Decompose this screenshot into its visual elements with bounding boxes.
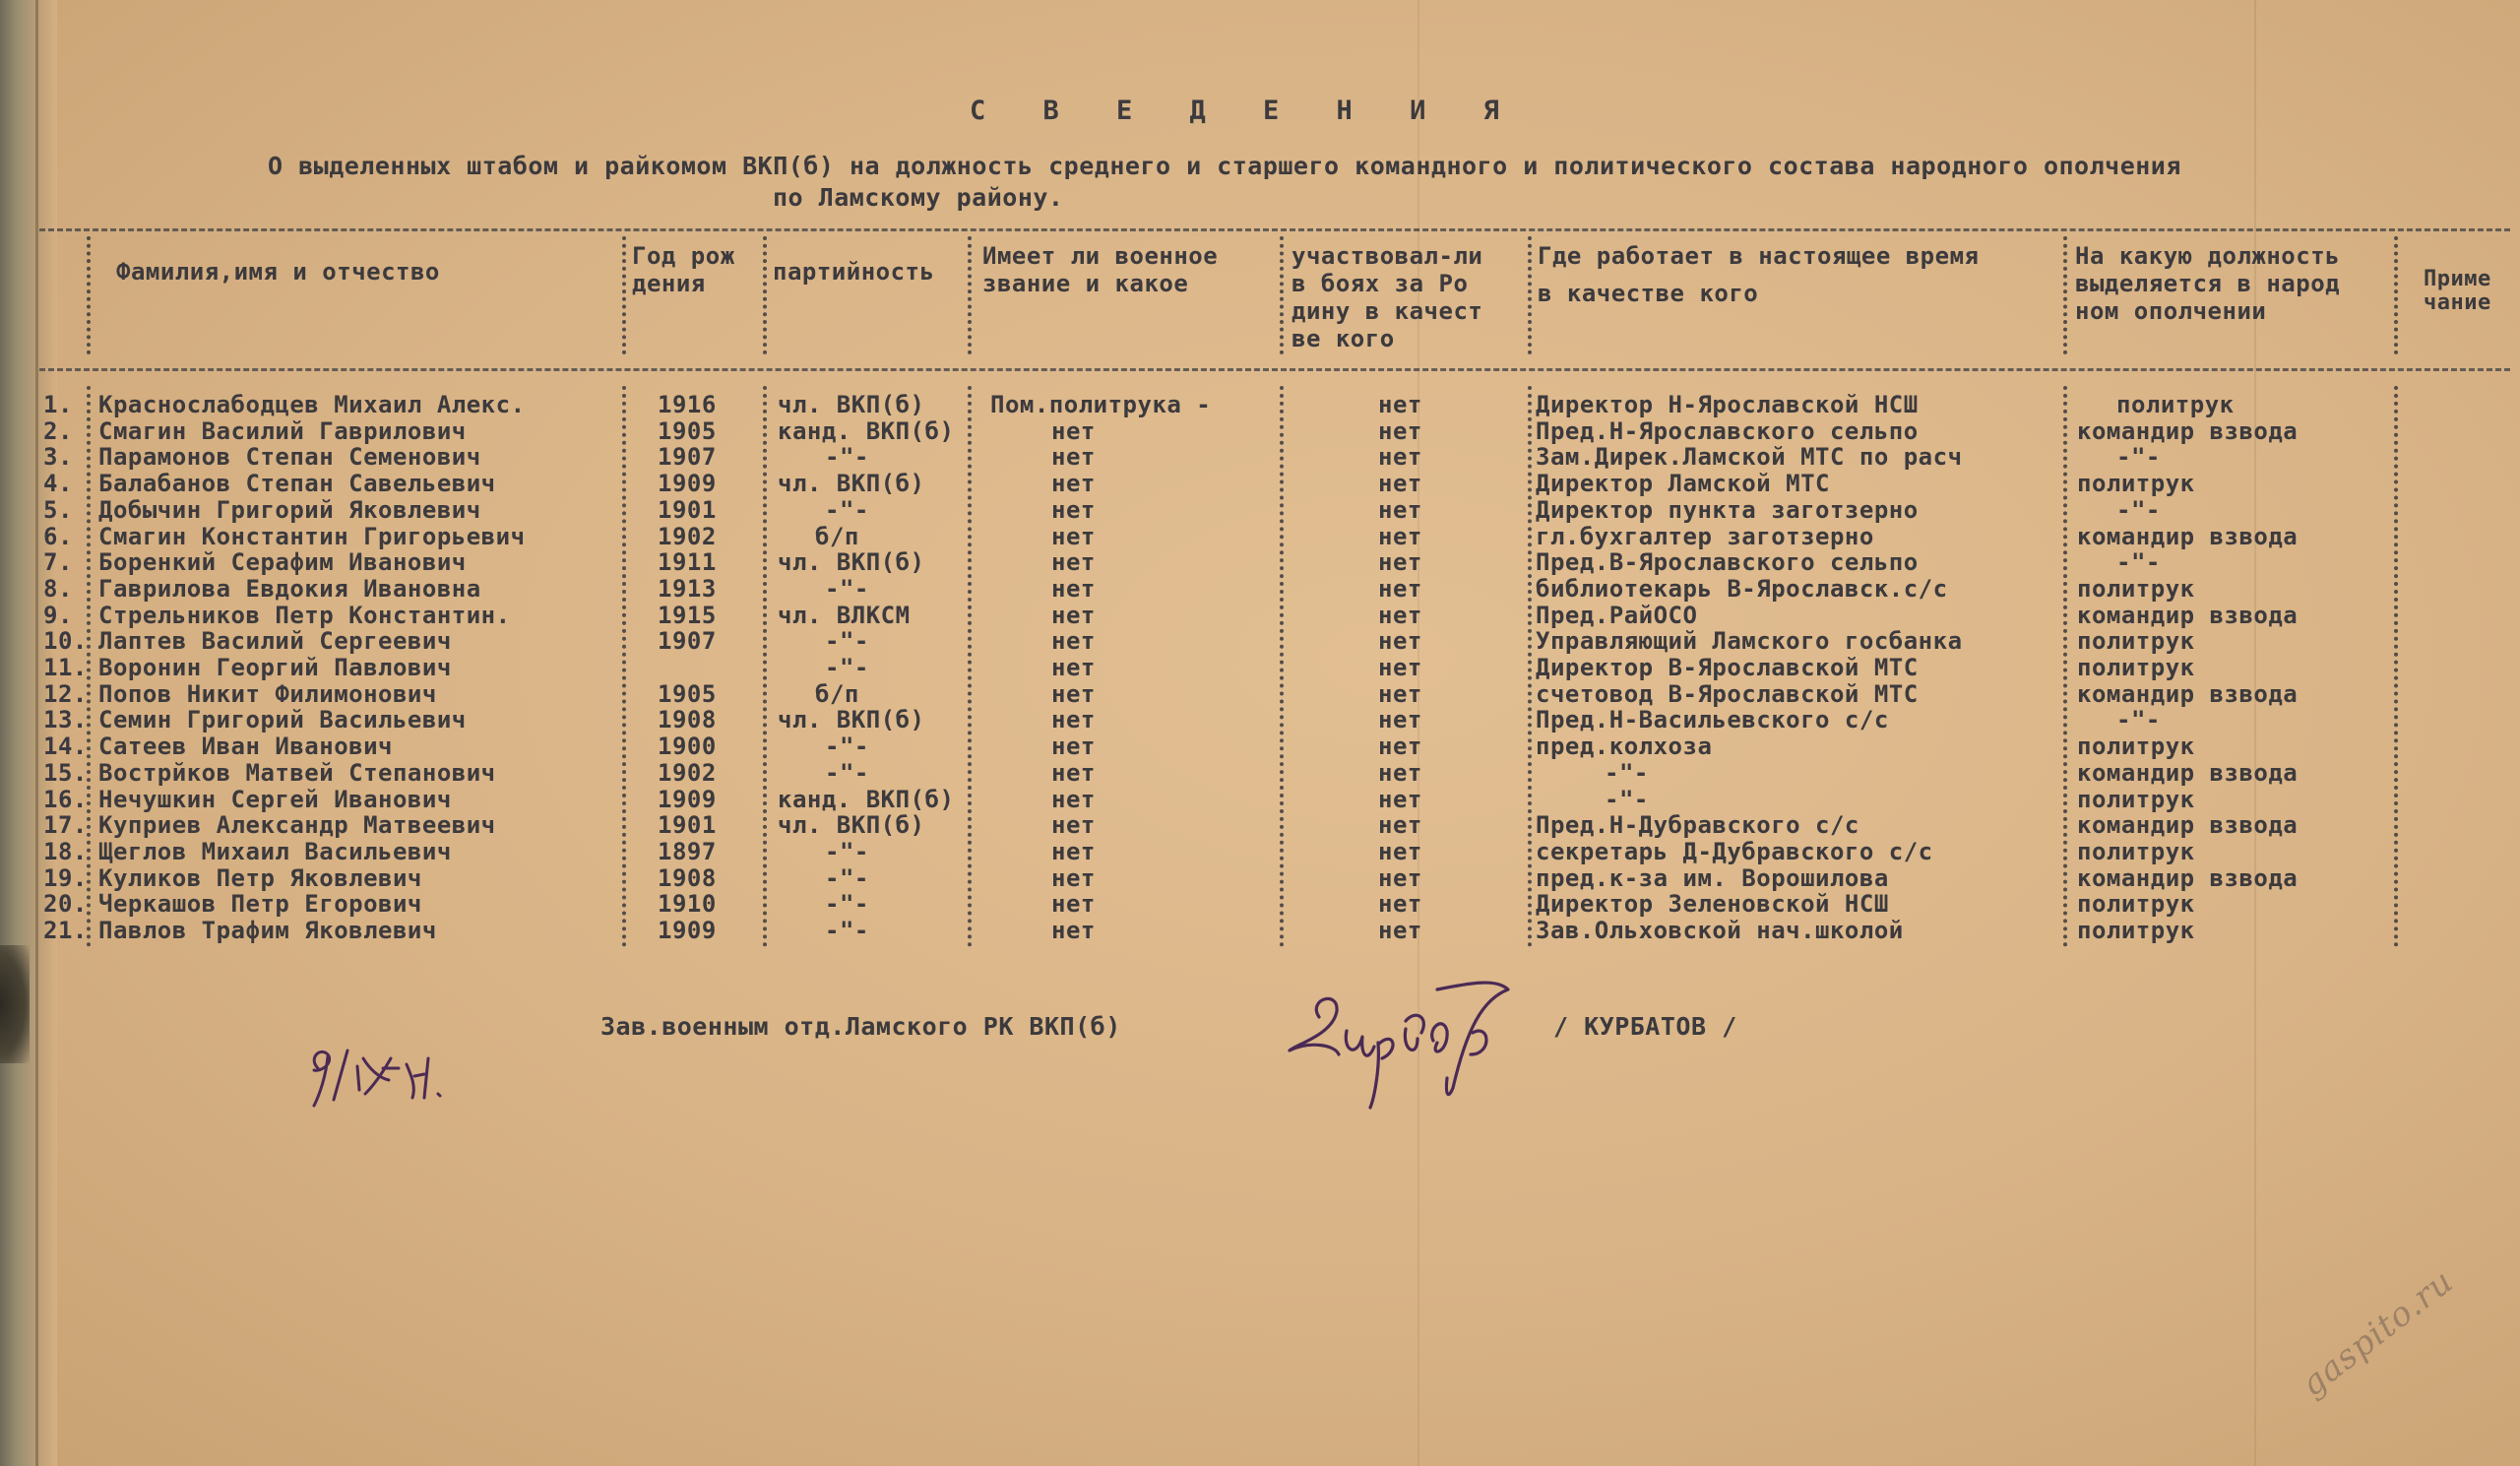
cell-workplace: Пред.РайОСО bbox=[1536, 601, 1698, 629]
header-battles bbox=[1292, 242, 1482, 352]
header-party bbox=[773, 258, 934, 286]
cell-battles: нет bbox=[1378, 837, 1422, 865]
cell-military-rank: нет bbox=[1051, 917, 1096, 944]
cell-birth-year: 1897 bbox=[658, 837, 717, 865]
cell-military-rank: нет bbox=[1051, 733, 1096, 761]
cell-birth-year: 1905 bbox=[658, 679, 717, 708]
handwritten-date bbox=[300, 1029, 468, 1117]
cell-birth-year: 1901 bbox=[658, 811, 717, 840]
cell-birth-year: 1909 bbox=[658, 785, 717, 813]
cell-military-rank: нет bbox=[1051, 758, 1096, 787]
cell-birth-year: 1915 bbox=[658, 601, 717, 629]
row-number: 3. bbox=[43, 443, 73, 472]
header-workplace-line2: в качестве кого bbox=[1538, 280, 1759, 307]
cell-workplace: Пред.Н-Ярославского сельпо bbox=[1536, 416, 1919, 445]
watermark: gaspito.ru bbox=[2294, 1261, 2462, 1405]
cell-battles: нет bbox=[1378, 416, 1422, 445]
cell-military-rank: нет bbox=[1051, 522, 1096, 550]
cell-party: чл. ВКП(б) bbox=[778, 470, 925, 498]
cell-assigned-post: политрук bbox=[2077, 837, 2195, 865]
cell-assigned-post: командир взвода bbox=[2077, 416, 2299, 445]
cell-battles: нет bbox=[1378, 785, 1422, 813]
cell-assigned-post: политрук bbox=[2077, 627, 2195, 656]
header-battles-line4: ве кого bbox=[1292, 325, 1395, 352]
cell-name: Смагин Василий Гаврилович bbox=[98, 416, 467, 445]
cell-assigned-post: политрук bbox=[2077, 733, 2195, 761]
cell-battles: нет bbox=[1378, 733, 1422, 761]
document-subtitle: О выделенных штабом и райкомом ВКП(б) на должность среднего и старшего командного и политического состава народного ополчения bbox=[268, 152, 2181, 180]
cell-party: чл. ВКП(б) bbox=[778, 548, 925, 577]
header-birth-year bbox=[632, 242, 735, 297]
cell-military-rank: нет bbox=[1051, 679, 1096, 708]
cell-name: Добычин Григорий Яковлевич bbox=[98, 495, 481, 524]
cell-name: Щеглов Михаил Васильевич bbox=[98, 837, 452, 865]
cell-workplace: Директор В-Ярославской МТС bbox=[1536, 654, 1919, 681]
cell-assigned-post: -"- bbox=[2116, 548, 2161, 577]
header-assigned-post bbox=[2075, 242, 2340, 325]
header-workplace-line1: Где работает в настоящее время bbox=[1538, 242, 1980, 270]
cell-battles: нет bbox=[1378, 548, 1422, 577]
header-notes bbox=[2424, 268, 2491, 315]
header-notes-line2: чание bbox=[2424, 290, 2491, 315]
row-number: 13. bbox=[43, 706, 88, 734]
cell-battles: нет bbox=[1378, 863, 1422, 892]
row-number: 8. bbox=[43, 574, 73, 603]
cell-party: б/п bbox=[815, 679, 859, 708]
cell-birth-year: 1905 bbox=[658, 416, 717, 445]
header-battles-line1: участвовал-ли bbox=[1292, 242, 1483, 270]
cell-assigned-post: командир взвода bbox=[2077, 601, 2299, 629]
cell-battles: нет bbox=[1378, 917, 1422, 944]
table-top-rule bbox=[39, 228, 2510, 231]
cell-birth-year: 1907 bbox=[658, 627, 717, 656]
cell-military-rank: нет bbox=[1051, 890, 1096, 919]
cell-party: -"- bbox=[825, 627, 869, 656]
cell-name: Балабанов Степан Савельевич bbox=[98, 470, 496, 498]
cell-party: чл. ВКП(б) bbox=[778, 811, 925, 840]
cell-military-rank: нет bbox=[1051, 470, 1096, 498]
cell-military-rank: нет bbox=[1051, 785, 1096, 813]
cell-workplace: пред.колхоза bbox=[1536, 733, 1713, 761]
row-number: 19. bbox=[43, 863, 88, 892]
cell-party: -"- bbox=[825, 443, 869, 472]
header-party-line1: партийность bbox=[773, 258, 935, 286]
cell-party: чл. ВЛКСМ bbox=[778, 601, 911, 629]
row-number: 21. bbox=[43, 917, 88, 944]
row-number: 16. bbox=[43, 785, 88, 813]
cell-name: Стрельников Петр Константин. bbox=[98, 601, 511, 629]
cell-workplace: Директор Зеленовской НСШ bbox=[1536, 890, 1889, 919]
header-name-line1: Фамилия,имя и отчество bbox=[116, 258, 440, 286]
cell-workplace: Директор Н-Ярославской НСШ bbox=[1536, 391, 1919, 418]
row-number: 5. bbox=[43, 495, 73, 524]
cell-name: Черкашов Петр Егорович bbox=[98, 890, 422, 919]
row-number: 20. bbox=[43, 890, 88, 919]
cell-battles: нет bbox=[1378, 470, 1422, 498]
cell-workplace: Директор пункта заготзерно bbox=[1536, 495, 1919, 524]
cell-workplace: Зав.Ольховской нач.школой bbox=[1536, 917, 1904, 944]
cell-assigned-post: политрук bbox=[2077, 654, 2195, 681]
cell-workplace: -"- bbox=[1605, 758, 1649, 787]
header-battles-line3: дину в качест bbox=[1292, 297, 1483, 325]
header-workplace bbox=[1538, 242, 1979, 307]
cell-party: б/п bbox=[815, 522, 859, 550]
cell-military-rank: нет bbox=[1051, 574, 1096, 603]
column-separator bbox=[1280, 236, 1284, 354]
cell-battles: нет bbox=[1378, 706, 1422, 734]
cell-battles: нет bbox=[1378, 574, 1422, 603]
header-military-rank-line1: Имеет ли военное bbox=[982, 242, 1219, 270]
cell-party: -"- bbox=[825, 733, 869, 761]
header-assigned-post-line3: ном ополчении bbox=[2075, 297, 2267, 325]
cell-party: канд. ВКП(б) bbox=[778, 416, 955, 445]
row-number: 1. bbox=[43, 391, 73, 418]
cell-birth-year: 1908 bbox=[658, 706, 717, 734]
cell-party: -"- bbox=[825, 758, 869, 787]
header-military-rank-line2: звание и какое bbox=[982, 270, 1189, 297]
binding-hole bbox=[0, 945, 30, 1063]
header-notes-line1: Приме bbox=[2424, 267, 2491, 291]
cell-workplace: счетовод В-Ярославской МТС bbox=[1536, 679, 1919, 708]
cell-assigned-post: политрук bbox=[2077, 917, 2195, 944]
cell-military-rank: нет bbox=[1051, 837, 1096, 865]
cell-name: Семин Григорий Васильевич bbox=[98, 706, 467, 734]
cell-military-rank: нет bbox=[1051, 654, 1096, 681]
cell-battles: нет bbox=[1378, 811, 1422, 840]
cell-military-rank: нет bbox=[1051, 863, 1096, 892]
cell-name: Боренкий Серафим Иванович bbox=[98, 548, 467, 577]
row-number: 17. bbox=[43, 811, 88, 840]
cell-battles: нет bbox=[1378, 679, 1422, 708]
header-military-rank bbox=[982, 242, 1218, 297]
cell-birth-year: 1908 bbox=[658, 863, 717, 892]
row-number: 2. bbox=[43, 416, 73, 445]
cell-birth-year: 1902 bbox=[658, 758, 717, 787]
header-name bbox=[116, 258, 440, 286]
cell-name: Вострйков Матвей Степанович bbox=[98, 758, 496, 787]
cell-workplace: пред.к-за им. Ворошилова bbox=[1536, 863, 1889, 892]
cell-name: Куприев Александр Матвеевич bbox=[98, 811, 496, 840]
cell-military-rank: Пом.политрука - bbox=[990, 391, 1212, 418]
cell-workplace: библиотекарь В-Ярославск.с/с bbox=[1536, 574, 1948, 603]
column-separator bbox=[1528, 386, 1532, 947]
cell-party: чл. ВКП(б) bbox=[778, 391, 925, 418]
column-separator bbox=[1280, 386, 1284, 947]
cell-workplace: Управляющий Ламского госбанка bbox=[1536, 627, 1963, 656]
cell-assigned-post: -"- bbox=[2116, 495, 2161, 524]
cell-name: Лаптев Василий Сергеевич bbox=[98, 627, 452, 656]
cell-battles: нет bbox=[1378, 443, 1422, 472]
cell-workplace: Зам.Дирек.Ламской МТС по расч bbox=[1536, 443, 1963, 472]
cell-party: -"- bbox=[825, 863, 869, 892]
cell-battles: нет bbox=[1378, 495, 1422, 524]
row-number: 18. bbox=[43, 837, 88, 865]
column-separator bbox=[763, 386, 767, 947]
header-assigned-post-line1: На какую должность bbox=[2075, 242, 2341, 270]
binding-fold bbox=[35, 0, 38, 1466]
cell-assigned-post: политрук bbox=[2077, 785, 2195, 813]
cell-workplace: гл.бухгалтер заготзерно bbox=[1536, 522, 1874, 550]
cell-birth-year: 1910 bbox=[658, 890, 717, 919]
cell-battles: нет bbox=[1378, 627, 1422, 656]
header-birth-year-line1: Год рож bbox=[632, 242, 735, 270]
cell-battles: нет bbox=[1378, 522, 1422, 550]
header-assigned-post-line2: выделяется в народ bbox=[2075, 270, 2341, 297]
cell-workplace: Пред.В-Ярославского сельпо bbox=[1536, 548, 1919, 577]
column-separator bbox=[968, 386, 972, 947]
cell-assigned-post: политрук bbox=[2077, 890, 2195, 919]
row-number: 14. bbox=[43, 733, 88, 761]
cell-workplace: Директор Ламской МТС bbox=[1536, 470, 1830, 498]
cell-name: Сатеев Иван Иванович bbox=[98, 733, 393, 761]
column-separator bbox=[87, 236, 91, 354]
cell-name: Воронин Георгий Павлович bbox=[98, 654, 452, 681]
cell-party: -"- bbox=[825, 837, 869, 865]
row-number: 15. bbox=[43, 758, 88, 787]
row-number: 12. bbox=[43, 679, 88, 708]
column-separator bbox=[1528, 236, 1532, 354]
cell-birth-year: 1902 bbox=[658, 522, 717, 550]
cell-birth-year: 1901 bbox=[658, 495, 717, 524]
column-separator bbox=[2063, 386, 2067, 947]
cell-birth-year: 1909 bbox=[658, 917, 717, 944]
cell-party: канд. ВКП(б) bbox=[778, 785, 955, 813]
cell-assigned-post: командир взвода bbox=[2077, 811, 2299, 840]
header-birth-year-line2: дения bbox=[632, 270, 706, 297]
cell-battles: нет bbox=[1378, 654, 1422, 681]
cell-name: Краснослабодцев Михаил Алекс. bbox=[98, 391, 526, 418]
cell-birth-year: 1900 bbox=[658, 733, 717, 761]
cell-military-rank: нет bbox=[1051, 443, 1096, 472]
cell-battles: нет bbox=[1378, 601, 1422, 629]
cell-party: -"- bbox=[825, 890, 869, 919]
cell-name: Гаврилова Евдокия Ивановна bbox=[98, 574, 481, 603]
row-number: 7. bbox=[43, 548, 73, 577]
row-number: 11. bbox=[43, 654, 88, 681]
table-header-rule bbox=[39, 368, 2510, 371]
document-subtitle-continued: по Ламскому району. bbox=[773, 183, 1064, 212]
cell-birth-year: 1916 bbox=[658, 391, 717, 418]
cell-name: Смагин Константин Григорьевич bbox=[98, 522, 526, 550]
cell-party: -"- bbox=[825, 495, 869, 524]
row-number: 6. bbox=[43, 522, 73, 550]
column-separator bbox=[763, 236, 767, 354]
cell-birth-year: 1907 bbox=[658, 443, 717, 472]
cell-party: -"- bbox=[825, 574, 869, 603]
cell-assigned-post: командир взвода bbox=[2077, 863, 2299, 892]
cell-battles: нет bbox=[1378, 391, 1422, 418]
cell-assigned-post: командир взвода bbox=[2077, 679, 2299, 708]
cell-name: Парамонов Степан Семенович bbox=[98, 443, 481, 472]
cell-battles: нет bbox=[1378, 890, 1422, 919]
cell-name: Нечушкин Сергей Иванович bbox=[98, 785, 452, 813]
column-separator bbox=[622, 236, 626, 354]
cell-birth-year: 1909 bbox=[658, 470, 717, 498]
cell-military-rank: нет bbox=[1051, 706, 1096, 734]
paper-crease-right bbox=[2254, 0, 2256, 1466]
cell-battles: нет bbox=[1378, 758, 1422, 787]
column-separator bbox=[622, 386, 626, 947]
cell-party: -"- bbox=[825, 917, 869, 944]
cell-assigned-post: политрук bbox=[2116, 391, 2235, 418]
cell-military-rank: нет bbox=[1051, 548, 1096, 577]
row-number: 4. bbox=[43, 470, 73, 498]
column-separator bbox=[968, 236, 972, 354]
column-separator bbox=[2394, 386, 2398, 947]
cell-assigned-post: политрук bbox=[2077, 574, 2195, 603]
cell-party: чл. ВКП(б) bbox=[778, 706, 925, 734]
cell-birth-year: 1913 bbox=[658, 574, 717, 603]
cell-military-rank: нет bbox=[1051, 811, 1096, 840]
cell-assigned-post: -"- bbox=[2116, 443, 2161, 472]
cell-workplace: Пред.Н-Васильевского с/с bbox=[1536, 706, 1889, 734]
row-number: 10. bbox=[43, 627, 88, 656]
cell-military-rank: нет bbox=[1051, 627, 1096, 656]
signatory-name: / КУРБАТОВ / bbox=[1553, 1012, 1737, 1041]
cell-assigned-post: командир взвода bbox=[2077, 758, 2299, 787]
signatory-position: Зав.военным отд.Ламского РК ВКП(б) bbox=[600, 1012, 1121, 1041]
cell-assigned-post: -"- bbox=[2116, 706, 2161, 734]
cell-military-rank: нет bbox=[1051, 416, 1096, 445]
cell-workplace: секретарь Д-Дубравского с/с bbox=[1536, 837, 1933, 865]
cell-party: -"- bbox=[825, 654, 869, 681]
cell-birth-year: 1911 bbox=[658, 548, 717, 577]
cell-name: Павлов Трафим Яковлевич bbox=[98, 917, 437, 944]
cell-assigned-post: командир взвода bbox=[2077, 522, 2299, 550]
row-number: 9. bbox=[43, 601, 73, 629]
cell-workplace: -"- bbox=[1605, 785, 1649, 813]
cell-name: Куликов Петр Яковлевич bbox=[98, 863, 422, 892]
signature bbox=[1280, 960, 1526, 1117]
cell-workplace: Пред.Н-Дубравского с/с bbox=[1536, 811, 1859, 840]
cell-military-rank: нет bbox=[1051, 601, 1096, 629]
cell-name: Попов Никит Филимонович bbox=[98, 679, 437, 708]
document-title: С В Е Д Е Н И Я bbox=[970, 96, 1520, 126]
column-separator bbox=[2063, 236, 2067, 354]
column-separator bbox=[2394, 236, 2398, 354]
header-battles-line2: в боях за Ро bbox=[1292, 270, 1469, 297]
cell-assigned-post: политрук bbox=[2077, 470, 2195, 498]
cell-military-rank: нет bbox=[1051, 495, 1096, 524]
